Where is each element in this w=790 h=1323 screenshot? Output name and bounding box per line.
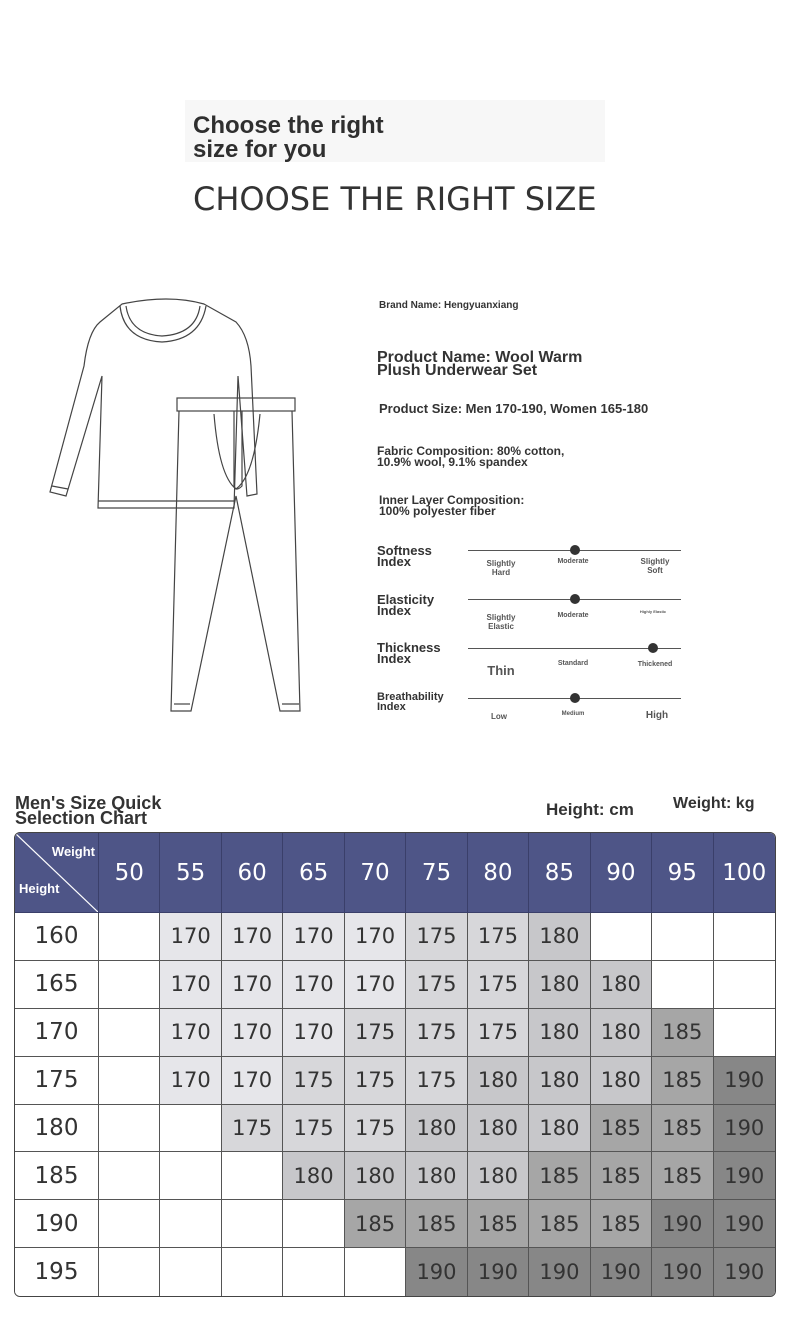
weight-header-90: 90 [591,833,652,913]
size-cell: 190 [529,1248,590,1296]
size-cell: 185 [652,1057,713,1105]
size-cell: 170 [222,1009,283,1057]
size-cell: 170 [283,1009,344,1057]
elasticity-index-label: Elasticity Index [377,592,435,618]
weight-header-70: 70 [345,833,406,913]
size-cell [99,1057,160,1105]
weight-header-80: 80 [468,833,529,913]
size-cell: 175 [345,1009,406,1057]
softness-low-label: Slightly Hard [486,559,516,577]
height-row-header-160: 160 [15,913,99,961]
size-cell: 175 [345,1105,406,1153]
size-cell: 175 [468,961,529,1009]
size-cell: 175 [345,1057,406,1105]
size-cell: 190 [714,1248,775,1296]
weight-header-85: 85 [529,833,590,913]
page-heading: Choose the right size for you [185,100,605,162]
thickness-mid-label: Standard [557,660,589,667]
size-cell: 190 [714,1105,775,1153]
inner-layer-composition: Inner Layer Composition: 100% polyester fiber [379,493,525,518]
weight-header-65: 65 [283,833,344,913]
size-cell: 180 [468,1057,529,1105]
thickness-index-label: Thickness Index [377,640,441,666]
size-cell [160,1105,221,1153]
size-cell: 190 [714,1057,775,1105]
size-cell [222,1152,283,1200]
corner-weight-label: Weight [51,844,95,859]
height-unit-label: Height: cm [546,800,634,819]
size-cell [652,913,713,961]
weight-header-60: 60 [222,833,283,913]
product-name: Product Name: Wool Warm Plush Underwear Set [377,349,583,379]
size-cell: 170 [222,961,283,1009]
height-row-header-190: 190 [15,1200,99,1248]
size-cell: 190 [652,1248,713,1296]
size-cell: 185 [529,1200,590,1248]
size-cell [345,1248,406,1296]
weight-header-55: 55 [160,833,221,913]
size-cell [591,913,652,961]
size-cell: 170 [160,913,221,961]
size-cell: 170 [222,913,283,961]
softness-mid-label: Moderate [557,558,589,565]
size-cell: 180 [529,1009,590,1057]
size-cell: 180 [406,1105,467,1153]
size-cell: 180 [591,1009,652,1057]
size-cell [652,961,713,1009]
size-cell: 180 [345,1152,406,1200]
weight-header-50: 50 [99,833,160,913]
size-cell: 175 [406,961,467,1009]
size-cell [99,1009,160,1057]
size-cell: 175 [283,1105,344,1153]
size-cell: 180 [529,913,590,961]
size-cell: 170 [345,961,406,1009]
size-cell [283,1200,344,1248]
size-cell: 175 [406,1057,467,1105]
size-cell: 190 [468,1248,529,1296]
size-cell: 185 [652,1105,713,1153]
size-cell: 170 [222,1057,283,1105]
size-cell: 190 [652,1200,713,1248]
size-cell: 180 [529,1105,590,1153]
size-cell [714,913,775,961]
size-cell: 170 [283,913,344,961]
size-cell: 190 [406,1248,467,1296]
brand-name: Brand Name: Hengyuanxiang [379,300,519,311]
elasticity-low-label: Slightly Elastic [486,613,516,631]
size-cell [99,961,160,1009]
size-cell [99,913,160,961]
size-cell: 175 [468,1009,529,1057]
size-cell: 180 [468,1152,529,1200]
size-cell: 175 [468,913,529,961]
breathability-index-label: Breathability Index [377,691,444,713]
size-cell [99,1105,160,1153]
softness-index-label: Softness Index [377,543,432,569]
size-cell [222,1200,283,1248]
size-cell: 185 [345,1200,406,1248]
elasticity-mid-label: Moderate [557,612,589,619]
size-cell [222,1248,283,1296]
size-cell [283,1248,344,1296]
size-cell: 170 [160,1057,221,1105]
size-cell [99,1248,160,1296]
height-row-header-195: 195 [15,1248,99,1296]
size-cell: 185 [591,1200,652,1248]
height-row-header-175: 175 [15,1057,99,1105]
size-chart-table [14,832,776,1297]
size-cell: 180 [529,961,590,1009]
thickness-index-marker [648,643,658,653]
product-size: Product Size: Men 170-190, Women 165-180 [379,401,649,416]
size-cell: 185 [406,1200,467,1248]
thickness-high-label: Thickened [637,661,673,668]
page-subheading: CHOOSE THE RIGHT SIZE [193,180,597,218]
size-cell: 185 [591,1105,652,1153]
underwear-set-illustration [44,296,304,716]
size-cell: 175 [406,1009,467,1057]
table-corner-header [15,833,99,913]
size-cell: 190 [591,1248,652,1296]
size-cell: 190 [714,1200,775,1248]
size-cell [160,1152,221,1200]
size-cell: 185 [652,1009,713,1057]
size-cell: 185 [529,1152,590,1200]
size-cell: 185 [652,1152,713,1200]
weight-header-75: 75 [406,833,467,913]
size-cell: 180 [406,1152,467,1200]
elasticity-high-label: Highly Elastic [639,609,667,614]
breathability-mid-label: Medium [561,711,585,717]
elasticity-index-marker [570,594,580,604]
size-cell [99,1152,160,1200]
size-cell: 180 [468,1105,529,1153]
size-cell: 180 [529,1057,590,1105]
size-chart-title: Men's Size Quick Selection Chart [15,793,162,828]
size-cell [714,961,775,1009]
softness-index-marker [570,545,580,555]
size-cell: 170 [283,961,344,1009]
size-cell [160,1248,221,1296]
fabric-composition: Fabric Composition: 80% cotton, 10.9% wool, 9.1% spandex [377,444,565,469]
size-cell: 180 [283,1152,344,1200]
height-row-header-170: 170 [15,1009,99,1057]
height-row-header-185: 185 [15,1152,99,1200]
size-cell [714,1009,775,1057]
size-cell: 170 [160,1009,221,1057]
size-cell: 180 [591,1057,652,1105]
size-cell: 180 [591,961,652,1009]
weight-header-100: 100 [714,833,775,913]
size-cell: 185 [468,1200,529,1248]
size-cell: 170 [345,913,406,961]
breathability-low-label: Low [491,712,507,721]
size-cell: 175 [406,913,467,961]
weight-unit-label: Weight: kg [673,795,755,812]
size-cell: 185 [591,1152,652,1200]
thickness-low-label: Thin [487,663,515,678]
size-cell: 175 [283,1057,344,1105]
corner-height-label: Height [19,881,60,896]
height-row-header-180: 180 [15,1105,99,1153]
breathability-index-marker [570,693,580,703]
size-cell: 170 [160,961,221,1009]
weight-header-95: 95 [652,833,713,913]
size-cell: 190 [714,1152,775,1200]
size-cell [160,1200,221,1248]
breathability-high-label: High [645,710,669,721]
size-cell [99,1200,160,1248]
size-cell: 175 [222,1105,283,1153]
height-row-header-165: 165 [15,961,99,1009]
softness-high-label: Slightly Soft [640,557,670,575]
